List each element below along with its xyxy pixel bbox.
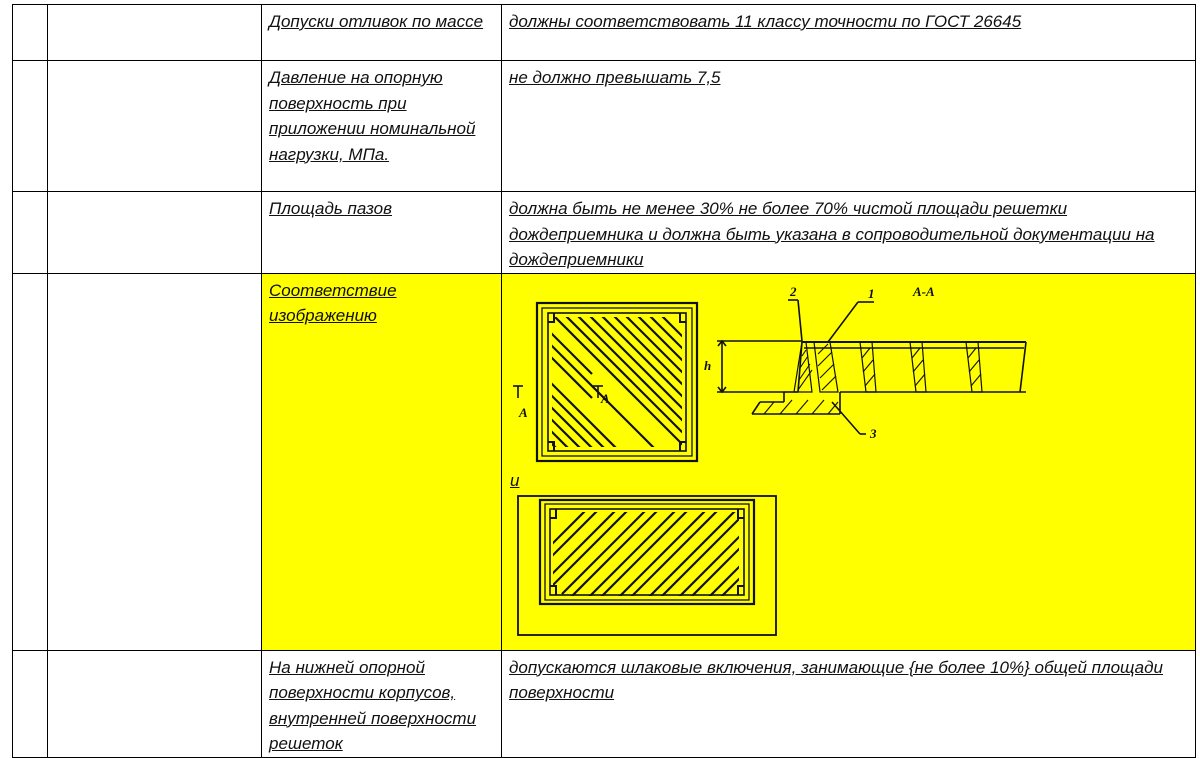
row-blank-cell xyxy=(48,61,262,192)
row-number-cell xyxy=(13,273,48,650)
table-row xyxy=(13,273,1196,650)
callout-2: 2 xyxy=(790,283,797,299)
height-label: h xyxy=(704,357,712,373)
requirement-cell: должна быть не менее 30% не более 70% чистой площади решетки дождеприемника и должна быть указана в сопроводительной документации на дождеприемники xyxy=(502,192,1196,274)
parameter-cell: Допуски отливок по массе xyxy=(262,5,502,61)
cut-label: A xyxy=(519,404,528,420)
section-label: А-А xyxy=(913,283,935,299)
callout-3: 3 xyxy=(870,425,877,441)
table-row xyxy=(13,61,1196,192)
row-blank-cell xyxy=(48,5,262,61)
requirement-cell: допускаются шлаковые включения, занимающие {не более 10%} общей площади поверхности xyxy=(502,650,1196,757)
table-row xyxy=(13,192,1196,274)
parameter-cell: Площадь пазов xyxy=(262,192,502,274)
row-number-cell xyxy=(13,61,48,192)
row-number-cell xyxy=(13,192,48,274)
callout-1: 1 xyxy=(868,285,875,301)
cut-label-inner: A xyxy=(601,390,610,406)
parameter-cell: На нижней опорной поверхности корпусов, внутренней поверхности решеток xyxy=(262,650,502,757)
row-blank-cell xyxy=(48,273,262,650)
table-row xyxy=(13,650,1196,757)
square-grate-top-view xyxy=(502,303,810,504)
rectangular-grate-top-view xyxy=(518,494,784,635)
table-row xyxy=(13,5,1196,61)
technical-drawing xyxy=(502,274,1038,646)
row-blank-cell xyxy=(48,650,262,757)
drawing-cell xyxy=(502,273,1196,650)
and-label: и xyxy=(510,470,520,490)
requirement-cell: не должно превышать 7,5 xyxy=(502,61,1196,192)
parameter-cell: Соответствие изображению xyxy=(262,273,502,650)
spec-table xyxy=(12,4,1196,758)
parameter-cell: Давление на опорную поверхность при приложении номинальной нагрузки, МПа. xyxy=(262,61,502,192)
grate-drawing-svg xyxy=(502,274,1038,646)
requirement-cell: должны соответствовать 11 классу точности по ГОСТ 26645 xyxy=(502,5,1196,61)
row-number-cell xyxy=(13,5,48,61)
row-blank-cell xyxy=(48,192,262,274)
section-a-a-view xyxy=(717,300,1026,434)
row-number-cell xyxy=(13,650,48,757)
